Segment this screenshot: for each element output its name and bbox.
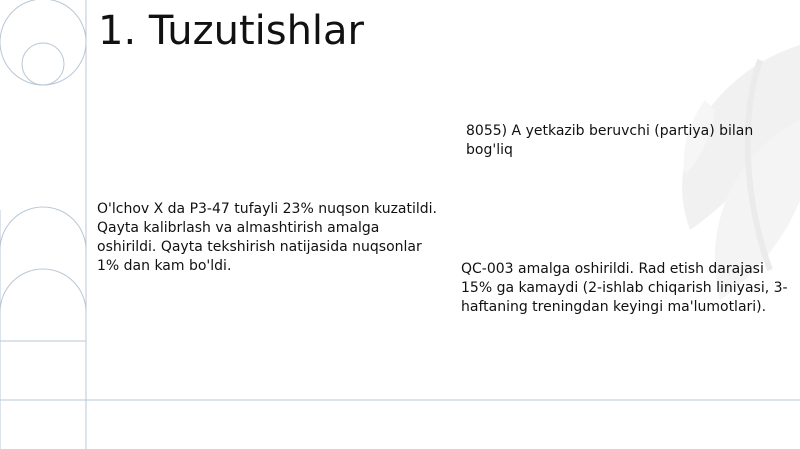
paragraph-right-bottom: QC-003 amalga oshirildi. Rad etish darajasi 15% ga kamaydi (2-ishlab chiqarish liniyasi, 3-haftaning treningdan keyingi ma'lumotlari).	[461, 261, 788, 315]
slide-title: 1. Tuzutishlar	[98, 8, 364, 54]
paragraph-left: O'lchov X da P3-47 tufayli 23% nuqson kuzatildi. Qayta kalibrlash va almashtirish amalga oshirildi. Qayta tekshirish natijasida nuqsonlar 1% dan kam bo'ldi.	[97, 201, 437, 274]
paragraph-right-top: 8055) A yetkazib beruvchi (partiya) bilan bog'liq	[466, 123, 754, 158]
